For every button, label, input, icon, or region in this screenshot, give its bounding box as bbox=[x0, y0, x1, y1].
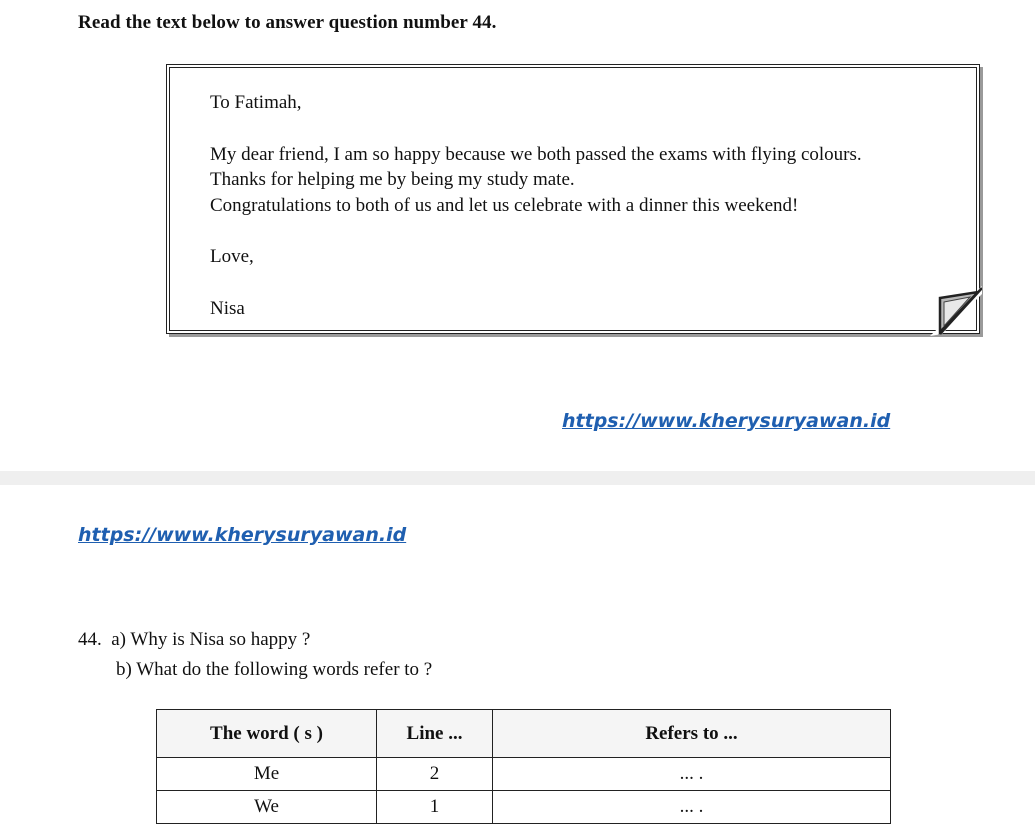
letter-content bbox=[210, 90, 966, 321]
letter-body-line: Thanks for helping me by being my study mate. bbox=[210, 169, 575, 190]
question-part-b: b) What do the following words refer to ? bbox=[116, 659, 433, 680]
cell-line: 1 bbox=[377, 791, 493, 824]
letter-signature: Nisa bbox=[210, 297, 245, 319]
cell-word: Me bbox=[157, 758, 377, 791]
question-44 bbox=[78, 625, 432, 685]
answer-table bbox=[156, 709, 891, 824]
cell-line: 2 bbox=[377, 758, 493, 791]
header-line: Line ... bbox=[377, 710, 493, 758]
cell-refers-to: ... . bbox=[493, 758, 891, 791]
table-row bbox=[157, 791, 891, 824]
question-part-a: 44. a) Why is Nisa so happy ? bbox=[78, 629, 311, 650]
page-curl-icon bbox=[930, 286, 982, 336]
letter-body-line: Congratulations to both of us and let us celebrate with a dinner this weekend! bbox=[210, 194, 799, 216]
page-divider bbox=[0, 471, 1035, 485]
instruction-heading: Read the text below to answer question number 44. bbox=[78, 12, 497, 33]
website-link[interactable]: https://www.kherysuryawan.id bbox=[562, 410, 891, 432]
letter-box bbox=[166, 64, 980, 334]
letter-body-line: My dear friend, I am so happy because we both passed the exams with flying colours. bbox=[210, 143, 862, 165]
cell-word: We bbox=[157, 791, 377, 824]
table-header-row bbox=[157, 710, 891, 758]
header-word: The word ( s ) bbox=[157, 710, 377, 758]
cell-refers-to: ... . bbox=[493, 791, 891, 824]
letter-greeting: To Fatimah, bbox=[210, 92, 302, 113]
letter-closing: Love, bbox=[210, 246, 254, 267]
table-row bbox=[157, 758, 891, 791]
header-refers-to: Refers to ... bbox=[493, 710, 891, 758]
website-link[interactable]: https://www.kherysuryawan.id bbox=[78, 524, 407, 546]
